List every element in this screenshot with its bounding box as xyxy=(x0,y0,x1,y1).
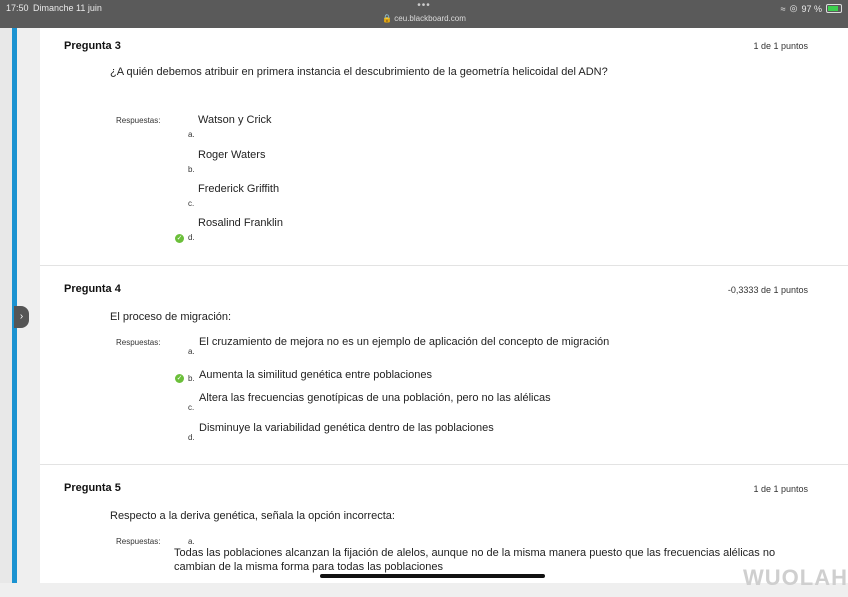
answer-text: Disminuye la variabilidad genética dentro de las poblaciones xyxy=(199,422,494,434)
status-icons xyxy=(781,3,842,14)
responses-label: Respuestas: xyxy=(116,116,161,125)
wifi-icon: ≈ xyxy=(780,3,786,14)
correct-check-icon: ✓ xyxy=(176,375,183,382)
status-date: Dimanche 11 juin xyxy=(33,3,102,13)
question-title: Pregunta 5 xyxy=(64,482,121,494)
answer-letter: a. xyxy=(188,347,195,356)
address-url[interactable] xyxy=(0,14,848,23)
answer-text: Roger Waters xyxy=(198,149,266,161)
answer-letter: c. xyxy=(188,403,195,412)
answer-letter: d. xyxy=(188,433,195,442)
lock-icon: 🔒 xyxy=(382,14,393,23)
answer-text: Watson y Crick xyxy=(198,114,272,126)
answer-letter: b. xyxy=(188,165,195,174)
answer-text: Altera las frecuencias genotípicas de una población, pero no las alélicas xyxy=(199,392,551,404)
answer-letter: b. xyxy=(188,374,195,383)
left-panel xyxy=(0,28,12,583)
question-text: Respecto a la deriva genética, señala la opción incorrecta: xyxy=(110,510,395,522)
answer-letter: a. xyxy=(188,130,195,139)
question-points: 1 de 1 puntos xyxy=(753,484,808,494)
answer-text: El cruzamiento de mejora no es un ejemplo de aplicación del concepto de migración xyxy=(199,336,610,348)
sidebar-toggle-chevron-icon[interactable]: › xyxy=(14,306,29,328)
question-block xyxy=(40,28,848,266)
question-title: Pregunta 3 xyxy=(64,40,121,52)
bottom-bar xyxy=(0,583,848,597)
more-dots-icon[interactable]: ••• xyxy=(417,0,431,11)
question-points: -0,3333 de 1 puntos xyxy=(727,285,808,295)
question-text: El proceso de migración: xyxy=(110,311,232,323)
question-points: 1 de 1 puntos xyxy=(753,41,808,51)
answer-text-line: Todas las poblaciones alcanzan la fijación de alelos, aunque no de la misma manera puesto que las frecuencias alélicas no xyxy=(174,547,776,559)
question-block xyxy=(40,265,848,465)
question-block xyxy=(40,464,848,583)
question-text: ¿A quién debemos atribuir en primera instancia el descubrimiento de la geometría helicoidal del ADN? xyxy=(110,66,608,78)
quiz-content xyxy=(40,28,848,583)
answer-letter: d. xyxy=(188,233,195,242)
responses-label: Respuestas: xyxy=(116,338,161,347)
answer-text: Aumenta la similitud genética entre poblaciones xyxy=(199,369,432,381)
answer-text: Frederick Griffith xyxy=(198,183,280,195)
status-time: 17:50 xyxy=(6,3,29,13)
watermark-logo: WUOLAH xyxy=(743,565,848,590)
answer-text-line: cambian de la misma forma para todas las poblaciones xyxy=(174,561,444,573)
battery-icon xyxy=(826,4,842,13)
url-text: ceu.blackboard.com xyxy=(394,14,466,23)
battery-percent: 97 % xyxy=(801,3,822,14)
answer-text: Rosalind Franklin xyxy=(198,217,283,229)
question-title: Pregunta 4 xyxy=(64,283,121,295)
orientation-lock-icon: ◎ xyxy=(789,3,798,13)
home-indicator[interactable] xyxy=(320,574,545,578)
responses-label: Respuestas: xyxy=(116,537,161,546)
answer-letter: c. xyxy=(188,199,195,208)
status-bar xyxy=(0,0,848,28)
answer-letter: a. xyxy=(188,537,195,546)
correct-check-icon: ✓ xyxy=(176,235,183,242)
